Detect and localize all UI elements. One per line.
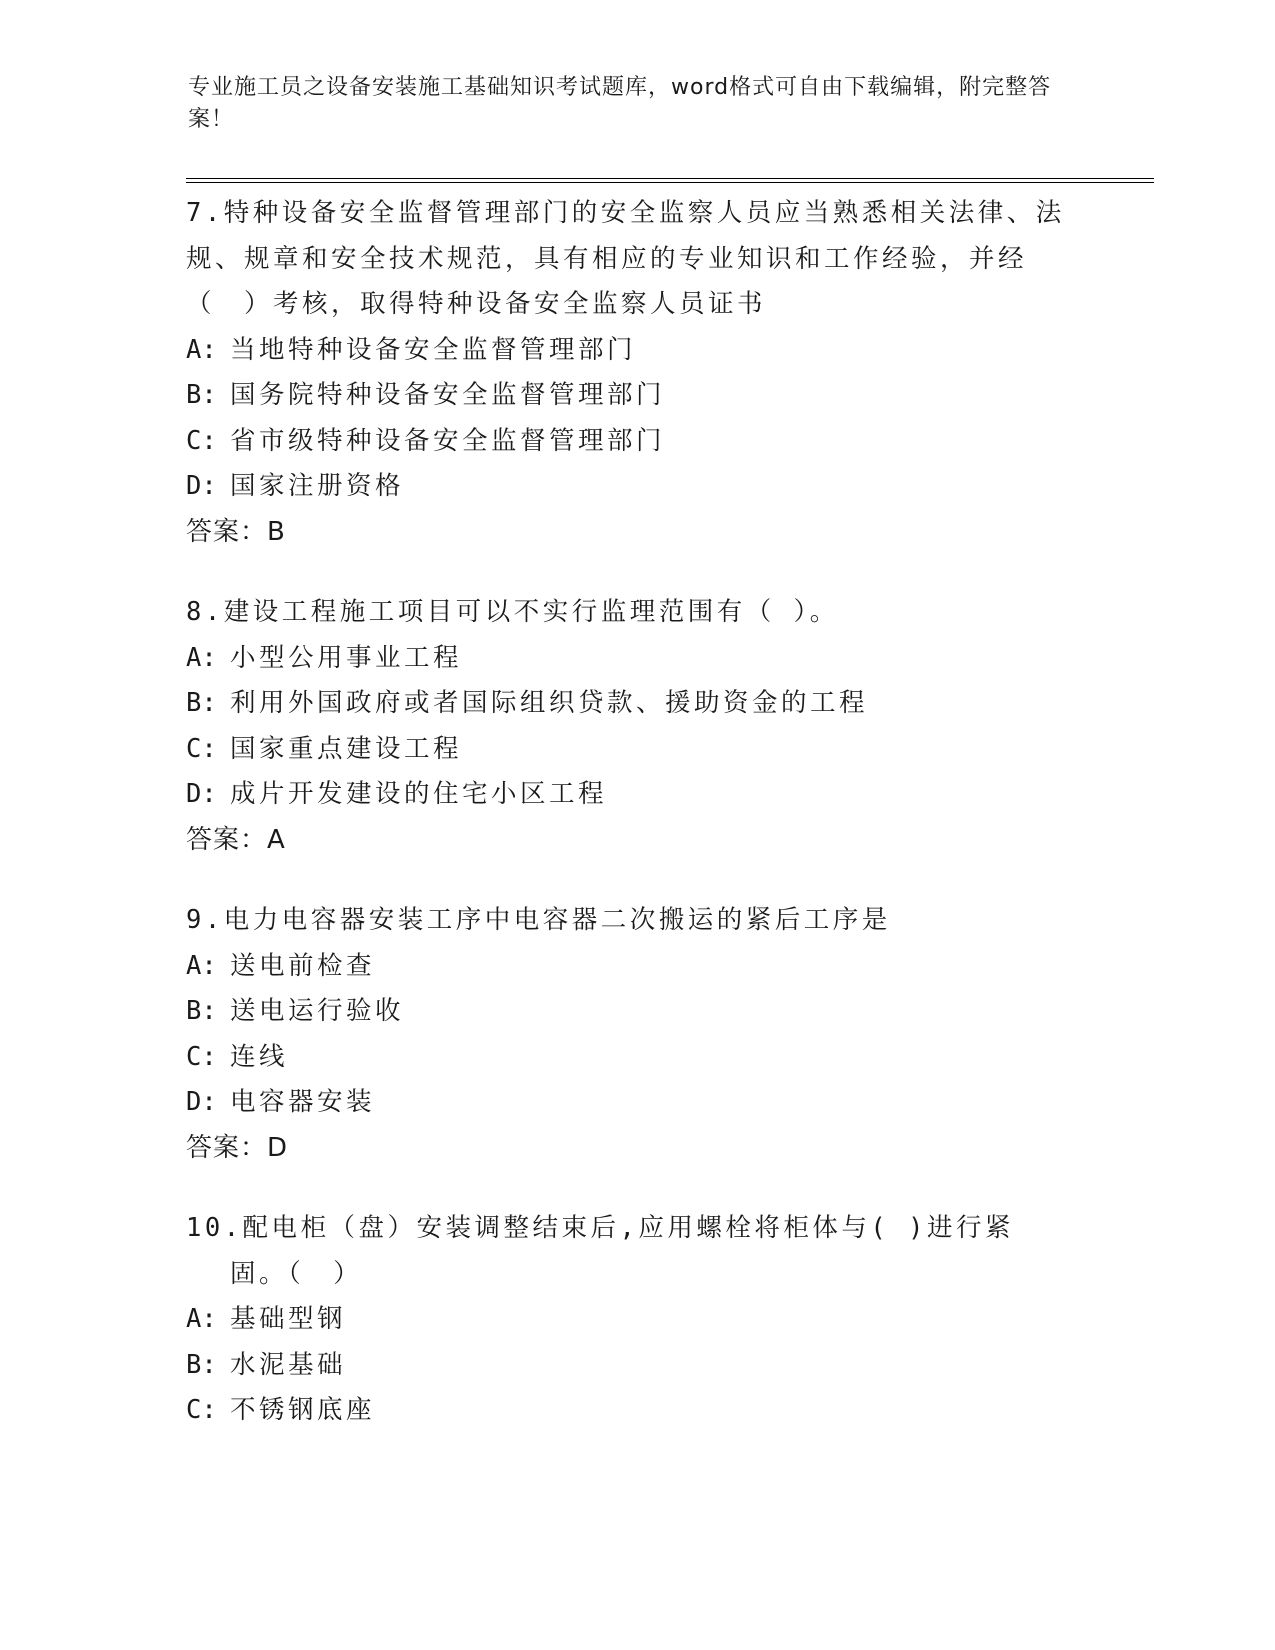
option-b <box>186 681 1066 727</box>
option-b <box>186 989 1066 1035</box>
option-key: A: <box>186 334 217 365</box>
question-9 <box>186 898 1066 1171</box>
option-key: B: <box>186 996 217 1026</box>
option-text: 电容器安装 <box>230 1087 376 1117</box>
option-b <box>186 1343 1066 1389</box>
option-text: 水泥基础 <box>230 1349 347 1380</box>
page-header: 专业施工员之设备安装施工基础知识考试题库，word格式可自由下载编辑，附完整答案！ <box>188 75 1052 132</box>
option-d <box>186 464 1066 510</box>
question-list <box>186 191 1066 1469</box>
question-stem: 7.特种设备安全监督管理部门的安全监察人员应当熟悉相关法律、法规、规章和安全技术规范，具有相应的专业知识和工作经验，并经（ ）考核，取得特种设备安全监察人员证书 <box>186 198 1065 319</box>
question-stem: 9.电力电容器安装工序中电容器二次搬运的紧后工序是 <box>186 905 891 935</box>
question-stem: 10.配电柜（盘）安装调整结束后,应用螺栓将柜体与( )进行紧固。（ ） <box>186 1213 1014 1289</box>
option-key: C: <box>186 1395 217 1425</box>
option-c <box>186 1388 1066 1434</box>
option-text: 国家注册资格 <box>230 471 405 501</box>
option-d <box>186 772 1066 818</box>
option-d <box>186 1080 1066 1126</box>
option-key: B: <box>186 688 217 718</box>
option-text: 不锈钢底座 <box>230 1395 376 1425</box>
option-key: D: <box>186 471 217 501</box>
question-7 <box>186 191 1066 555</box>
answer-line: 答案：A <box>186 824 286 855</box>
option-a <box>186 328 1066 374</box>
option-key: A: <box>186 1304 217 1334</box>
option-text: 小型公用事业工程 <box>230 642 463 673</box>
header-divider-bottom <box>186 182 1154 183</box>
option-a <box>186 1297 1066 1343</box>
option-text: 成片开发建设的住宅小区工程 <box>230 779 608 809</box>
option-c <box>186 1035 1066 1081</box>
option-text: 当地特种设备安全监督管理部门 <box>230 334 637 365</box>
question-10 <box>186 1206 1066 1434</box>
option-text: 利用外国政府或者国际组织贷款、援助资金的工程 <box>230 688 869 718</box>
option-key: C: <box>186 1041 217 1072</box>
option-a <box>186 636 1066 682</box>
option-key: B: <box>186 1349 217 1380</box>
answer-line: 答案：B <box>186 516 286 547</box>
option-key: B: <box>186 380 217 410</box>
option-text: 省市级特种设备安全监督管理部门 <box>230 425 666 456</box>
option-text: 送电运行验收 <box>230 996 405 1026</box>
option-c <box>186 419 1066 465</box>
answer-line: 答案：D <box>186 1132 289 1163</box>
option-key: A: <box>186 950 217 981</box>
option-text: 基础型钢 <box>230 1304 347 1334</box>
option-key: C: <box>186 425 217 456</box>
option-b <box>186 373 1066 419</box>
option-text: 国务院特种设备安全监督管理部门 <box>230 380 666 410</box>
option-key: A: <box>186 642 217 673</box>
option-key: D: <box>186 779 217 809</box>
question-stem: 8.建设工程施工项目可以不实行监理范围有（ ）。 <box>186 597 839 627</box>
question-8 <box>186 590 1066 863</box>
option-key: C: <box>186 733 217 764</box>
header-divider-top <box>186 178 1154 179</box>
option-text: 送电前检查 <box>230 950 376 981</box>
option-text: 连线 <box>230 1041 289 1072</box>
option-key: D: <box>186 1087 217 1117</box>
option-a <box>186 944 1066 990</box>
option-c <box>186 727 1066 773</box>
option-text: 国家重点建设工程 <box>230 733 463 764</box>
